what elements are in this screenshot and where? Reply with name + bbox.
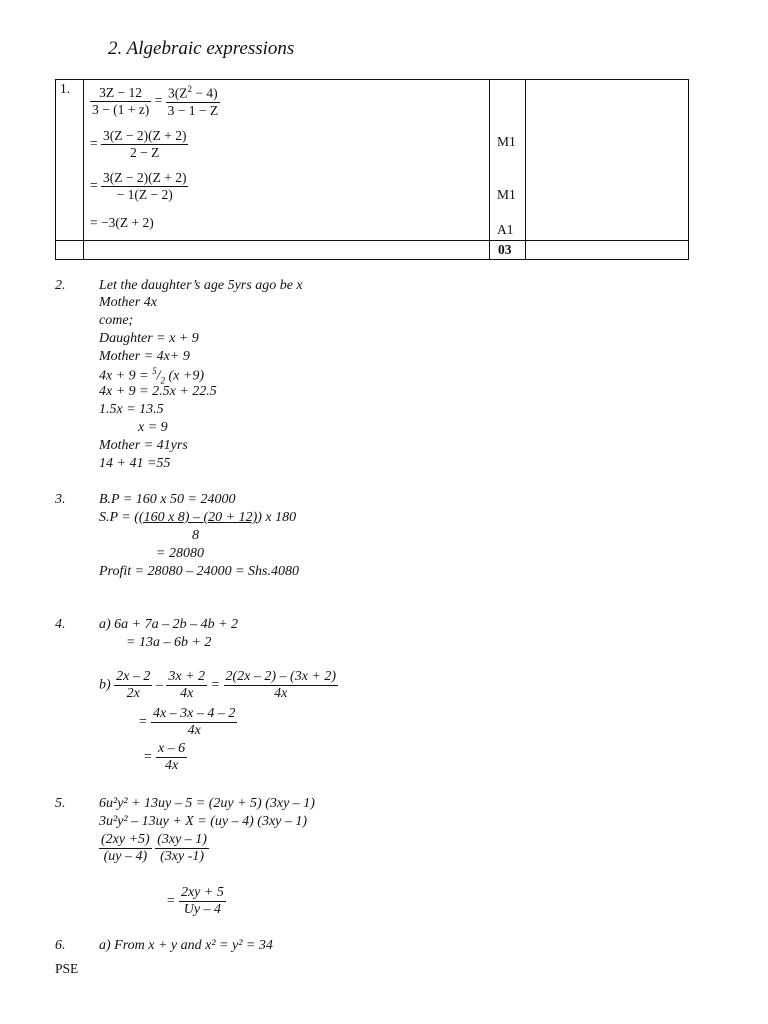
q4-a-line1: a) 6a + 7a – 2b – 4b + 2: [99, 617, 239, 632]
numerator: 2(2x – 2) – (3x + 2): [225, 669, 337, 684]
numerator: 2x – 2: [116, 669, 151, 684]
mark-m1: M1: [497, 134, 516, 149]
fraction: [101, 128, 188, 161]
denominator: 4x: [164, 758, 179, 773]
denominator: 3 − 1 − Z: [167, 102, 219, 118]
numerator: 3(Z − 2)(Z + 2): [103, 128, 187, 143]
q1-line4: = −3(Z + 2): [90, 215, 154, 230]
question-number: 3.: [55, 492, 66, 507]
q3-sp: S.P = ((160 x 8) – (20 + 12)) x 180: [99, 510, 297, 525]
page-title: 2. Algebraic expressions: [108, 38, 295, 59]
fraction: [224, 669, 339, 702]
fraction: [166, 84, 220, 119]
denominator: 2 − Z: [130, 145, 160, 160]
numerator: 2xy + 5: [180, 885, 224, 900]
fraction: [99, 832, 152, 865]
q2-line: Mother = 41yrs: [99, 438, 188, 453]
numerator: 3Z − 12: [90, 85, 151, 102]
q3-sp-result: = 28080: [156, 546, 204, 561]
numerator: $3(Z^2 - 4)$: [166, 84, 220, 103]
q5-result: = $\frac{2xy + 5}{Uy - 4}$: [166, 885, 224, 917]
question-number: 2.: [55, 278, 66, 293]
q4-b-line2: = $\frac{4x - 3x - 4 - 2}{4x}$: [138, 706, 236, 738]
equals-sign: =: [154, 92, 163, 108]
numerator: (2xy +5): [101, 832, 150, 847]
denominator: 4x: [180, 686, 194, 701]
fraction: [179, 885, 226, 918]
mark-total: 03: [498, 242, 512, 257]
q5-line3: [99, 832, 209, 865]
q4-b-line3: = $\frac{x - 6}{4x}$: [143, 741, 186, 773]
question-number: 1.: [60, 81, 71, 96]
denominator: (3xy -1): [160, 849, 205, 864]
q3-profit: Profit = 28080 – 24000 = Shs.4080: [99, 564, 299, 579]
question-number: 5.: [55, 796, 66, 811]
q2-line: 14 + 41 =55: [99, 456, 171, 471]
q2-line: come;: [99, 313, 134, 328]
fraction: [156, 741, 187, 774]
q2-line: Mother = 4x+ 9: [99, 349, 190, 364]
q5-line1: 6u²y² + 13uy – 5 = (2uy + 5) (3xy – 1): [99, 796, 315, 811]
fraction: [114, 669, 152, 702]
fraction: [90, 85, 151, 118]
q2-line: 4x + 9 = 2.5x + 22.5: [99, 384, 217, 399]
numerator: (3xy – 1): [157, 832, 207, 847]
q2-line: Let the daughter’s age 5yrs ago be x: [99, 278, 303, 293]
q2-line: Daughter = x + 9: [99, 331, 199, 346]
fraction: [155, 832, 209, 865]
numerator: 3(Z − 2)(Z + 2): [103, 170, 187, 185]
denominator: − 1(Z − 2): [116, 187, 173, 202]
fraction: [101, 170, 188, 203]
q5-line2: 3u²y² – 13uy + X = (uy – 4) (3xy – 1): [99, 814, 308, 829]
q3-bp: B.P = 160 x 50 = 24000: [99, 492, 236, 507]
q1-line1: [90, 84, 220, 119]
denominator: (uy – 4): [103, 849, 148, 864]
q2-line: Mother 4x: [99, 295, 157, 310]
numerator: 3x + 2: [168, 669, 206, 684]
q3-sp-denominator: 8: [192, 528, 199, 543]
footer-label: PSE: [55, 961, 79, 976]
question-number: 6.: [55, 938, 66, 953]
denominator: 3 − (1 + z): [92, 101, 150, 117]
fraction: [151, 706, 237, 739]
q1-line2: [90, 128, 188, 161]
equals-sign: =: [90, 177, 98, 193]
denominator: Uy – 4: [183, 902, 222, 917]
q6-line1: a) From x + y and x² = y² = 34: [99, 938, 273, 953]
q4-a-line2: = 13a – 6b + 2: [126, 635, 212, 650]
numerator: 4x – 3x – 4 – 2: [152, 706, 236, 721]
numerator: x – 6: [157, 741, 186, 756]
mark-m1: M1: [497, 187, 516, 202]
q2-line: x = 9: [138, 420, 168, 435]
q2-line: 1.5x = 13.5: [99, 402, 164, 417]
q2-line: $4x + 9 = ^5/_2$ (x +9): [99, 366, 204, 386]
denominator: 4x: [274, 686, 288, 701]
equals-sign: =: [90, 135, 98, 151]
denominator: 2x: [126, 686, 140, 701]
q1-line3: [90, 170, 188, 203]
mark-a1: A1: [497, 222, 514, 237]
fraction: [166, 669, 207, 702]
question-number: 4.: [55, 617, 66, 632]
q4-b-line1: b) $\frac{2x - 2}{2x}$ – $\frac{3x + 2}{4x}$ = $\frac{2(2x - 2) - (3x + 2)}{4x}$: [99, 669, 337, 701]
denominator: 4x: [187, 723, 201, 738]
